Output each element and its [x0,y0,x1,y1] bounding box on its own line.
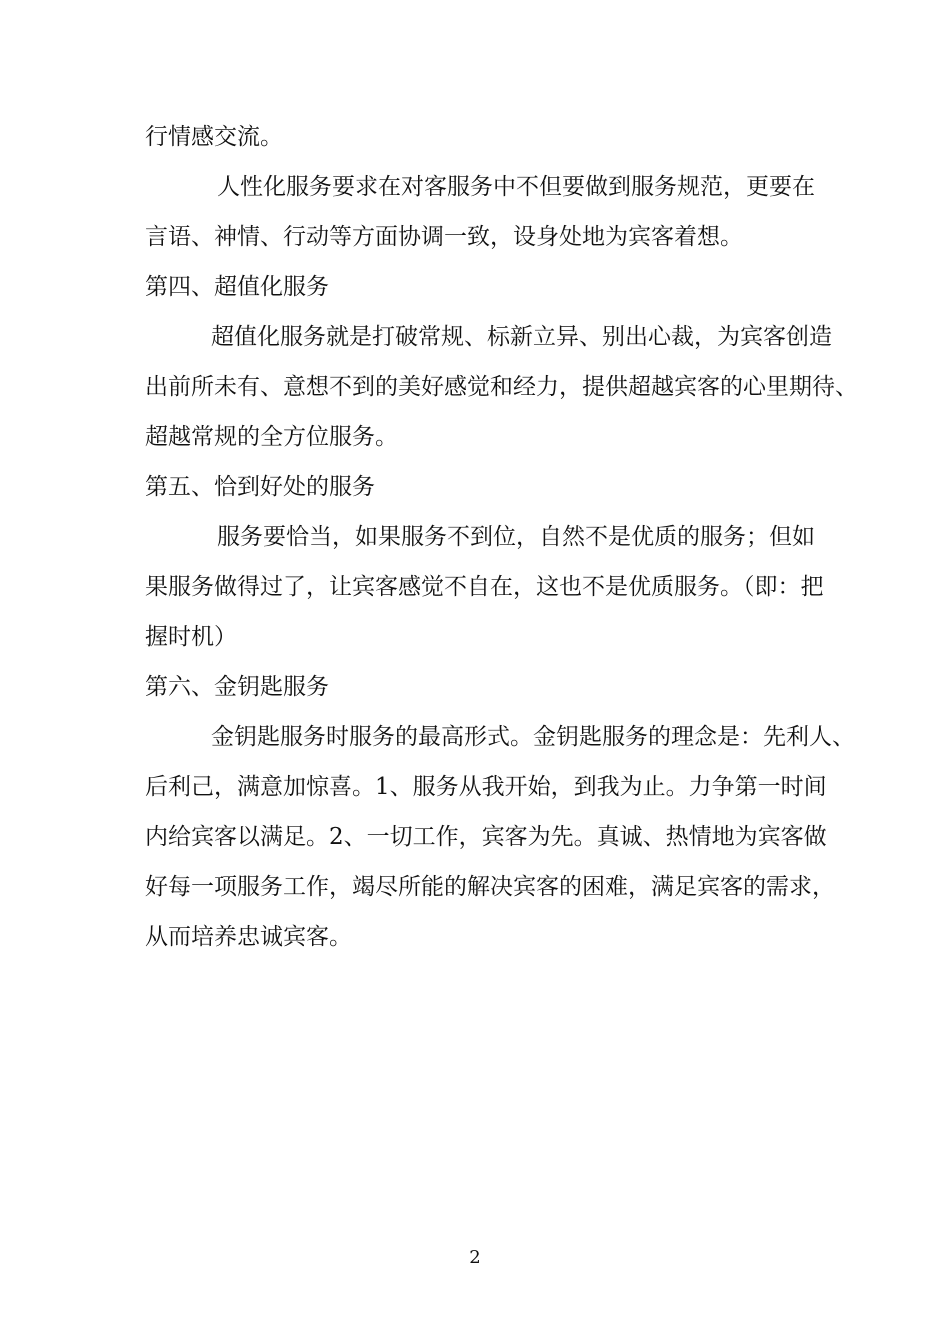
paragraph-line: 超值化服务就是打破常规、标新立异、别出心裁，为宾客创造 [211,324,832,350]
paragraph-line: 人性化服务要求在对客服务中不但要做到服务规范，更要在 [217,174,815,200]
page-number: 2 [469,1247,481,1268]
section-heading: 第五、恰到好处的服务 [145,474,375,500]
paragraph-line: 出前所未有、意想不到的美好感觉和经力，提供超越宾客的心里期待、 [145,374,858,400]
paragraph-line: 言语、神情、行动等方面协调一致，设身处地为宾客着想。 [145,224,743,250]
paragraph-line: 金钥匙服务时服务的最高形式。金钥匙服务的理念是：先利人、 [211,724,855,750]
paragraph-line: 行情感交流。 [145,124,283,150]
paragraph-line: 果服务做得过了，让宾客感觉不自在，这也不是优质服务。（即：把 [145,574,824,600]
document-body [145,112,858,962]
paragraph-line: 服务要恰当，如果服务不到位，自然不是优质的服务；但如 [217,524,815,550]
paragraph-line: 超越常规的全方位服务。 [145,424,398,450]
paragraph-line: 从而培养忠诚宾客。 [145,924,352,950]
section-heading: 第六、金钥匙服务 [145,674,329,700]
section-heading: 第四、超值化服务 [145,274,329,300]
paragraph-line: 好每一项服务工作，竭尽所能的解决宾客的困难，满足宾客的需求， [145,874,835,900]
paragraph-line: 握时机） [145,624,237,650]
paragraph-line: 内给宾客以满足。2、一切工作，宾客为先。真诚、热情地为宾客做 [145,824,827,850]
paragraph-line: 后利己，满意加惊喜。1、服务从我开始，到我为止。力争第一时间 [145,774,827,800]
